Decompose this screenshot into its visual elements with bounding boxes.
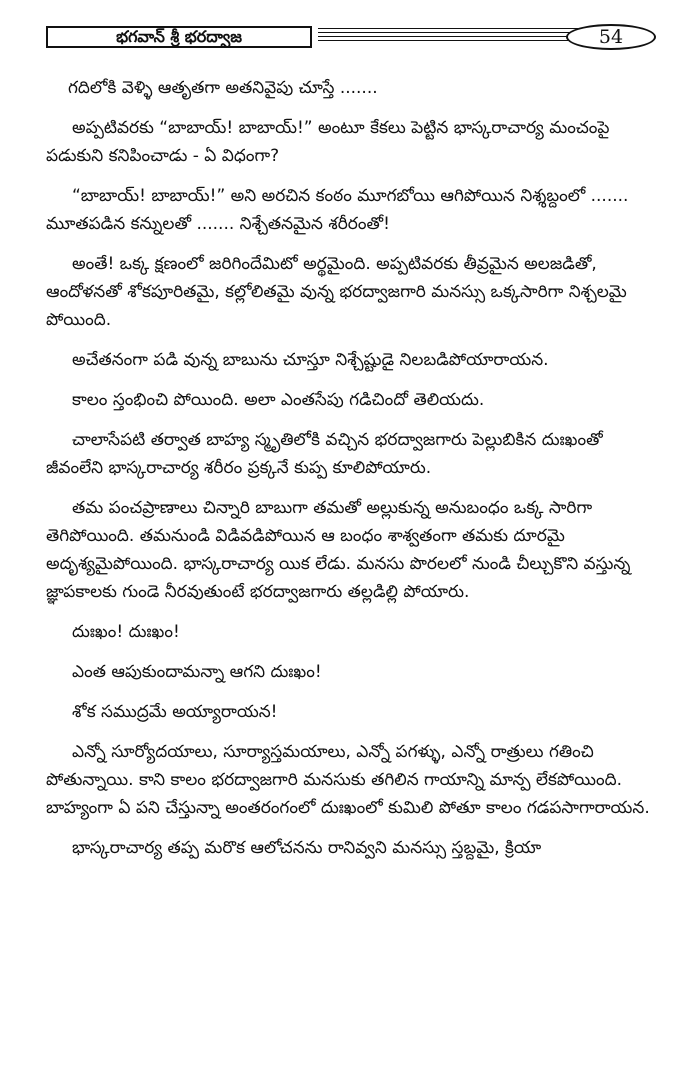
- paragraph: భాస్కరాచార్య తప్ప మరొక ఆలోచనను రానివ్వని మనస్సు స్తబ్దమై, క్రియా: [72, 838, 542, 858]
- paragraph: తమ పంచప్రాణాలు చిన్నారి బాబుగా తమతో అల్లుకున్న అనుబంధం ఒక్క సారిగా తెగిపోయింది. తమనుండి విడివడిపోయిన ఆ బంధం శాశ్వతంగా తమకు దూరమై అదృశ్యమైపోయింది. భాస్కరాచార్య యిక లేడు. మనసు పొరలలో నుండి చీల్చుకొని వస్తున్న జ్ఞాపకాలకు గుండె నీరవుతుంటే భరద్వాజగారు తల్లడిల్లి పోయారు.: [46, 498, 631, 602]
- page-number: 54: [566, 24, 656, 50]
- paragraph: ఎంత ఆపుకుందామన్నా ఆగని దుఃఖం!: [72, 662, 322, 682]
- page-header: [46, 24, 650, 52]
- paragraph: ఎన్నో సూర్యోదయాలు, సూర్యాస్తమయాలు, ఎన్నో పగళ్ళు, ఎన్నో రాత్రులు గతించి పోతున్నాయి. కాని కాలం భరద్వాజగారి మనసుకు తగిలిన గాయాన్ని మాన్ప లేకపోయింది. బాహ్యంగా ఏ పని చేస్తున్నా అంతరంగంలో దుఃఖంలో కుమిలి పోతూ కాలం గడపసాగారాయన.: [46, 742, 650, 818]
- paragraph: “బాబాయ్! బాబాయ్!” అని అరచిన కంఠం మూగబోయి ఆగిపోయిన నిశ్శబ్దంలో ....... మూతపడిన కన్నులతో ....... నిశ్చేతనమైన శరీరంతో!: [46, 186, 629, 234]
- paragraph: అచేతనంగా పడి వున్న బాబును చూస్తూ నిశ్చేష్టుడై నిలబడిపోయారాయన.: [72, 350, 549, 370]
- paragraph: శోక సముద్రమే అయ్యారాయన!: [72, 702, 278, 722]
- paragraph: అప్పటివరకు “బాబాయ్! బాబాయ్!” అంటూ కేకలు పెట్టిన భాస్కరాచార్య మంచంపై పడుకుని కనిపించాడు - ఏ విధంగా?: [46, 118, 610, 166]
- page-body: [46, 74, 652, 874]
- paragraph: కాలం స్తంభించి పోయింది. అలా ఎంతసేపు గడిచిందో తెలియదు.: [72, 390, 485, 410]
- running-title: భగవాన్ శ్రీ భరద్వాజ: [46, 26, 312, 48]
- paragraph: చాలాసేపటి తర్వాత బాహ్య స్మృతిలోకి వచ్చిన భరద్వాజగారు పెల్లుబికిన దుఃఖంతో జీవంలేని భాస్కరాచార్య శరీరం ప్రక్కనే కుప్ప కూలిపోయారు.: [46, 430, 603, 478]
- paragraph: అంతే! ఒక్క క్షణంలో జరిగిందేమిటో అర్థమైంది. అప్పటివరకు తీవ్రమైన అలజడితో, ఆందోళనతో శోకపూరితమై, కల్లోలితమై వున్న భరద్వాజగారి మనస్సు ఒక్కసారిగా నిశ్చలమై పోయింది.: [46, 254, 627, 330]
- paragraph: గదిలోకి వెళ్ళి ఆతృతగా అతనివైపు చూస్తే .......: [68, 78, 378, 98]
- paragraph: దుఃఖం! దుఃఖం!: [72, 622, 180, 642]
